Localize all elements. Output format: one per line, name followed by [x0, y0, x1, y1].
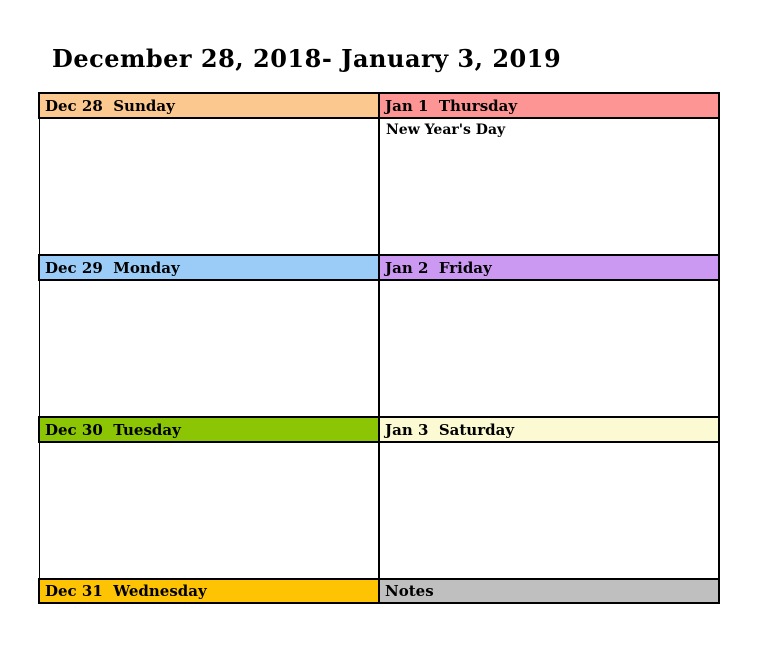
day-header-label-dec28: Dec 28 Sunday: [45, 96, 175, 115]
day-header-jan1: [379, 93, 719, 118]
day-cell-jan3: [379, 442, 719, 579]
day-cell-jan2-content: [380, 281, 718, 284]
day-header-label-dec31: Dec 31 Wednesday: [45, 582, 207, 600]
day-header-label-jan3: Jan 3 Saturday: [385, 420, 515, 439]
event-new-years-day: New Year's Day: [386, 122, 506, 138]
notes-header: [379, 579, 719, 603]
header-row-2: [39, 255, 719, 280]
day-header-dec29: [39, 255, 379, 280]
day-cell-dec29: [39, 280, 379, 417]
header-row-1: [39, 93, 719, 118]
day-header-label-jan1: Jan 1 Thursday: [385, 96, 518, 115]
notes-header-label: Notes: [385, 582, 434, 600]
body-row-1: [39, 118, 719, 255]
day-cell-jan2: [379, 280, 719, 417]
day-cell-dec29-content: [40, 281, 379, 284]
week-grid: [38, 92, 720, 604]
body-row-2: [39, 280, 719, 417]
day-header-label-dec29: Dec 29 Monday: [45, 258, 180, 277]
day-header-dec31: [39, 579, 379, 603]
day-header-jan2: [379, 255, 719, 280]
day-cell-dec28: [39, 118, 379, 255]
day-header-label-jan2: Jan 2 Friday: [385, 258, 492, 277]
header-row-3: [39, 417, 719, 442]
day-cell-jan3-content: [380, 443, 718, 446]
day-header-label-dec30: Dec 30 Tuesday: [45, 420, 181, 439]
body-row-3: [39, 442, 719, 579]
page-title: December 28, 2018- January 3, 2019: [52, 44, 562, 73]
day-header-jan3: [379, 417, 719, 442]
day-cell-dec28-content: [40, 119, 379, 122]
day-header-dec30: [39, 417, 379, 442]
day-cell-dec30-content: [40, 443, 379, 446]
day-header-dec28: [39, 93, 379, 118]
header-row-4: [39, 579, 719, 603]
day-cell-jan1: [379, 118, 719, 255]
day-cell-dec30: [39, 442, 379, 579]
